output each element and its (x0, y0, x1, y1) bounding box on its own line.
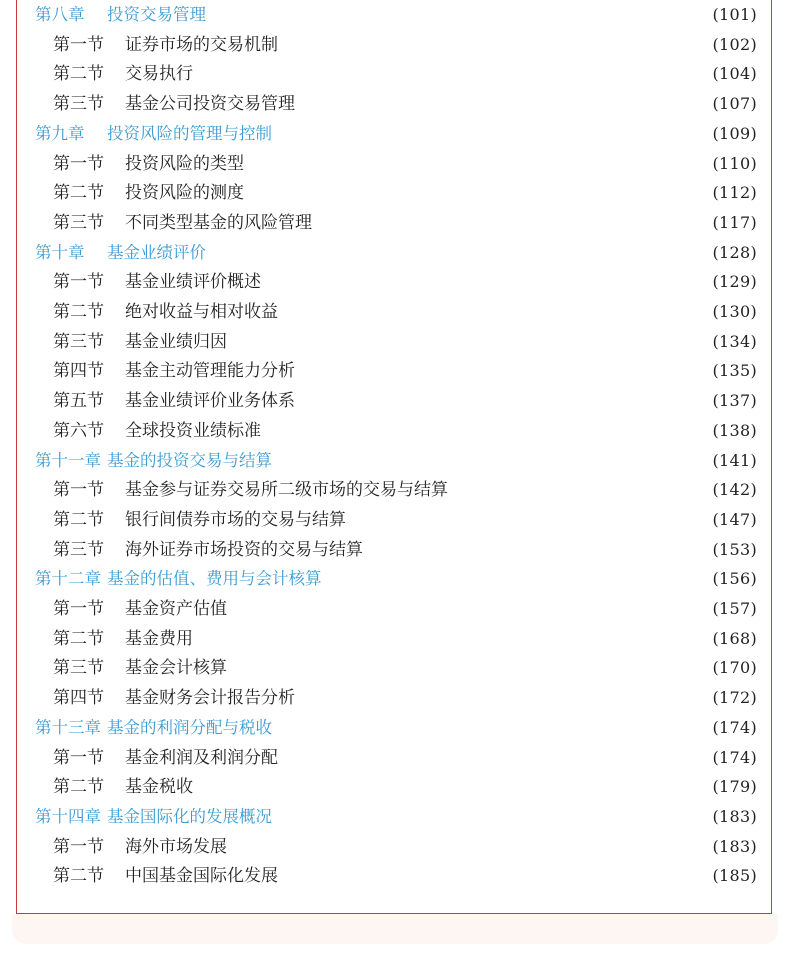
toc-section-row (53, 300, 757, 324)
section-title: 基金利润及利润分配 (125, 747, 278, 768)
section-title: 绝对收益与相对收益 (125, 302, 278, 322)
chapter-number: 第十二章 (35, 569, 101, 589)
page-number: (183) (712, 836, 757, 856)
toc-chapter-row (35, 122, 757, 146)
section-title: 基金公司投资交易管理 (125, 94, 295, 115)
dot-leader (456, 478, 706, 502)
page-number: (174) (712, 717, 757, 737)
dot-leader (269, 419, 706, 443)
dot-leader (280, 449, 706, 473)
page-number: (153) (712, 539, 757, 559)
dot-leader (286, 746, 706, 770)
toc-section-row (53, 152, 757, 176)
section-number: 第一节 (53, 272, 104, 293)
toc-section-row (53, 686, 757, 710)
section-number: 第四节 (53, 688, 104, 709)
chapter-number: 第十四章 (35, 806, 101, 826)
chapter-title: 基金的投资交易与结算 (107, 450, 272, 470)
section-title: 基金业绩评价概述 (125, 272, 261, 293)
section-number: 第三节 (53, 331, 104, 352)
dot-leader (354, 508, 706, 532)
section-title: 基金费用 (125, 628, 193, 649)
page-number: (142) (712, 480, 757, 500)
section-title: 基金主动管理能力分析 (125, 361, 295, 382)
page-number: (179) (712, 777, 757, 797)
toc-section-row (53, 419, 757, 443)
section-number: 第二节 (53, 64, 104, 85)
page-number: (172) (712, 688, 757, 708)
section-title: 不同类型基金的风险管理 (125, 212, 312, 233)
chapter-title: 基金的利润分配与税收 (107, 717, 272, 737)
page-number: (147) (712, 509, 757, 529)
dot-leader (252, 152, 706, 176)
section-number: 第二节 (53, 302, 104, 322)
page-number: (135) (712, 361, 757, 381)
toc-section-row (53, 656, 757, 680)
page-number: (104) (712, 64, 757, 84)
toc-section-row (53, 538, 757, 562)
dot-leader (286, 864, 706, 888)
page-number: (141) (712, 450, 757, 470)
section-title: 证券市场的交易机制 (125, 34, 278, 55)
section-number: 第五节 (53, 391, 104, 412)
chapter-title: 投资风险的管理与控制 (107, 123, 272, 143)
section-number: 第二节 (53, 183, 104, 204)
toc-section-row (53, 627, 757, 651)
page-number: (174) (712, 747, 757, 767)
page-number: (128) (712, 242, 757, 262)
page-number: (112) (712, 183, 757, 203)
dot-leader (320, 211, 706, 235)
toc-card (16, 0, 772, 914)
dot-leader (286, 33, 706, 57)
page-number: (101) (712, 5, 757, 24)
chapter-number: 第八章 (35, 5, 85, 24)
section-number: 第三节 (53, 212, 104, 233)
toc-section-row (53, 775, 757, 799)
chapter-title: 基金的估值、费用与会计核算 (107, 569, 322, 589)
page-number: (117) (712, 212, 757, 232)
toc-chapter-row (35, 3, 757, 27)
dot-leader (235, 330, 706, 354)
section-title: 基金业绩评价业务体系 (125, 391, 295, 412)
dot-leader (269, 270, 706, 294)
page-number: (170) (712, 658, 757, 678)
dot-leader (303, 92, 706, 116)
toc-section-row (53, 62, 757, 86)
page-number: (183) (712, 806, 757, 826)
dot-leader (371, 538, 706, 562)
section-title: 基金资产估值 (125, 599, 227, 619)
chapter-number: 第九章 (35, 123, 85, 143)
dot-leader (303, 359, 706, 383)
section-title: 银行间债券市场的交易与结算 (125, 509, 346, 530)
page-number: (157) (712, 599, 757, 618)
dot-leader (201, 627, 706, 651)
page-number: (129) (712, 272, 757, 292)
dot-leader (201, 775, 706, 799)
toc-section-row (53, 835, 757, 859)
page-number: (130) (712, 302, 757, 321)
dot-leader (235, 656, 706, 680)
chapter-title: 投资交易管理 (107, 5, 206, 24)
section-number: 第六节 (53, 420, 104, 441)
dot-leader (252, 181, 706, 205)
section-title: 投资风险的测度 (125, 183, 244, 204)
page-number: (185) (712, 866, 757, 886)
section-number: 第三节 (53, 658, 104, 679)
page-number: (138) (712, 420, 757, 440)
dot-leader (201, 62, 706, 86)
toc-section-row (53, 211, 757, 235)
dot-leader (235, 597, 706, 621)
section-title: 全球投资业绩标准 (125, 420, 261, 441)
page-number: (137) (712, 391, 757, 411)
section-number: 第三节 (53, 94, 104, 115)
toc-chapter-row (35, 567, 757, 591)
toc-section-row (53, 508, 757, 532)
section-number: 第一节 (53, 836, 104, 857)
dot-leader (280, 805, 706, 829)
toc-chapter-row (35, 716, 757, 740)
dot-leader (280, 716, 706, 740)
page-number: (110) (712, 153, 757, 173)
section-title: 基金税收 (125, 777, 193, 798)
toc-section-row (53, 478, 757, 502)
section-title: 基金业绩归因 (125, 331, 227, 352)
page-number: (109) (712, 123, 757, 143)
dot-leader (303, 686, 706, 710)
toc-section-row (53, 181, 757, 205)
page-number: (168) (712, 628, 757, 648)
chapter-number: 第十三章 (35, 717, 101, 737)
section-number: 第二节 (53, 866, 104, 887)
section-title: 投资风险的类型 (125, 153, 244, 174)
dot-leader (214, 3, 706, 27)
chapter-title: 基金业绩评价 (107, 242, 206, 262)
section-number: 第一节 (53, 153, 104, 174)
section-number: 第三节 (53, 539, 104, 560)
dot-leader (286, 300, 706, 324)
toc-section-row (53, 270, 757, 294)
dot-leader (280, 122, 706, 146)
section-number: 第四节 (53, 361, 104, 382)
toc-chapter-row (35, 449, 757, 473)
toc-section-row (53, 359, 757, 383)
page-number: (102) (712, 34, 757, 54)
toc-section-row (53, 92, 757, 116)
dot-leader (235, 835, 706, 859)
section-number: 第一节 (53, 747, 104, 768)
chapter-number: 第十章 (35, 242, 85, 262)
dot-leader (330, 567, 707, 591)
section-title: 基金参与证券交易所二级市场的交易与结算 (125, 480, 448, 501)
section-number: 第二节 (53, 777, 104, 798)
section-number: 第一节 (53, 480, 104, 501)
toc-chapter-row (35, 805, 757, 829)
dot-leader (303, 389, 706, 413)
section-title: 基金财务会计报告分析 (125, 688, 295, 709)
page-number: (107) (712, 94, 757, 114)
section-number: 第一节 (53, 599, 104, 619)
section-title: 中国基金国际化发展 (125, 866, 278, 887)
section-title: 交易执行 (125, 64, 193, 85)
toc-section-row (53, 33, 757, 57)
section-number: 第二节 (53, 509, 104, 530)
chapter-number: 第十一章 (35, 450, 101, 470)
toc-section-row (53, 330, 757, 354)
page-number: (134) (712, 331, 757, 351)
toc-section-row (53, 864, 757, 888)
page-number: (156) (712, 569, 757, 589)
dot-leader (214, 241, 706, 265)
section-number: 第二节 (53, 628, 104, 649)
section-title: 基金会计核算 (125, 658, 227, 679)
toc-section-row (53, 389, 757, 413)
section-title: 海外证券市场投资的交易与结算 (125, 539, 363, 560)
section-number: 第一节 (53, 34, 104, 55)
toc-section-row (53, 597, 757, 621)
toc-chapter-row (35, 241, 757, 265)
card-shadow (12, 914, 778, 944)
chapter-title: 基金国际化的发展概况 (107, 806, 272, 826)
section-title: 海外市场发展 (125, 836, 227, 857)
toc-section-row (53, 746, 757, 770)
